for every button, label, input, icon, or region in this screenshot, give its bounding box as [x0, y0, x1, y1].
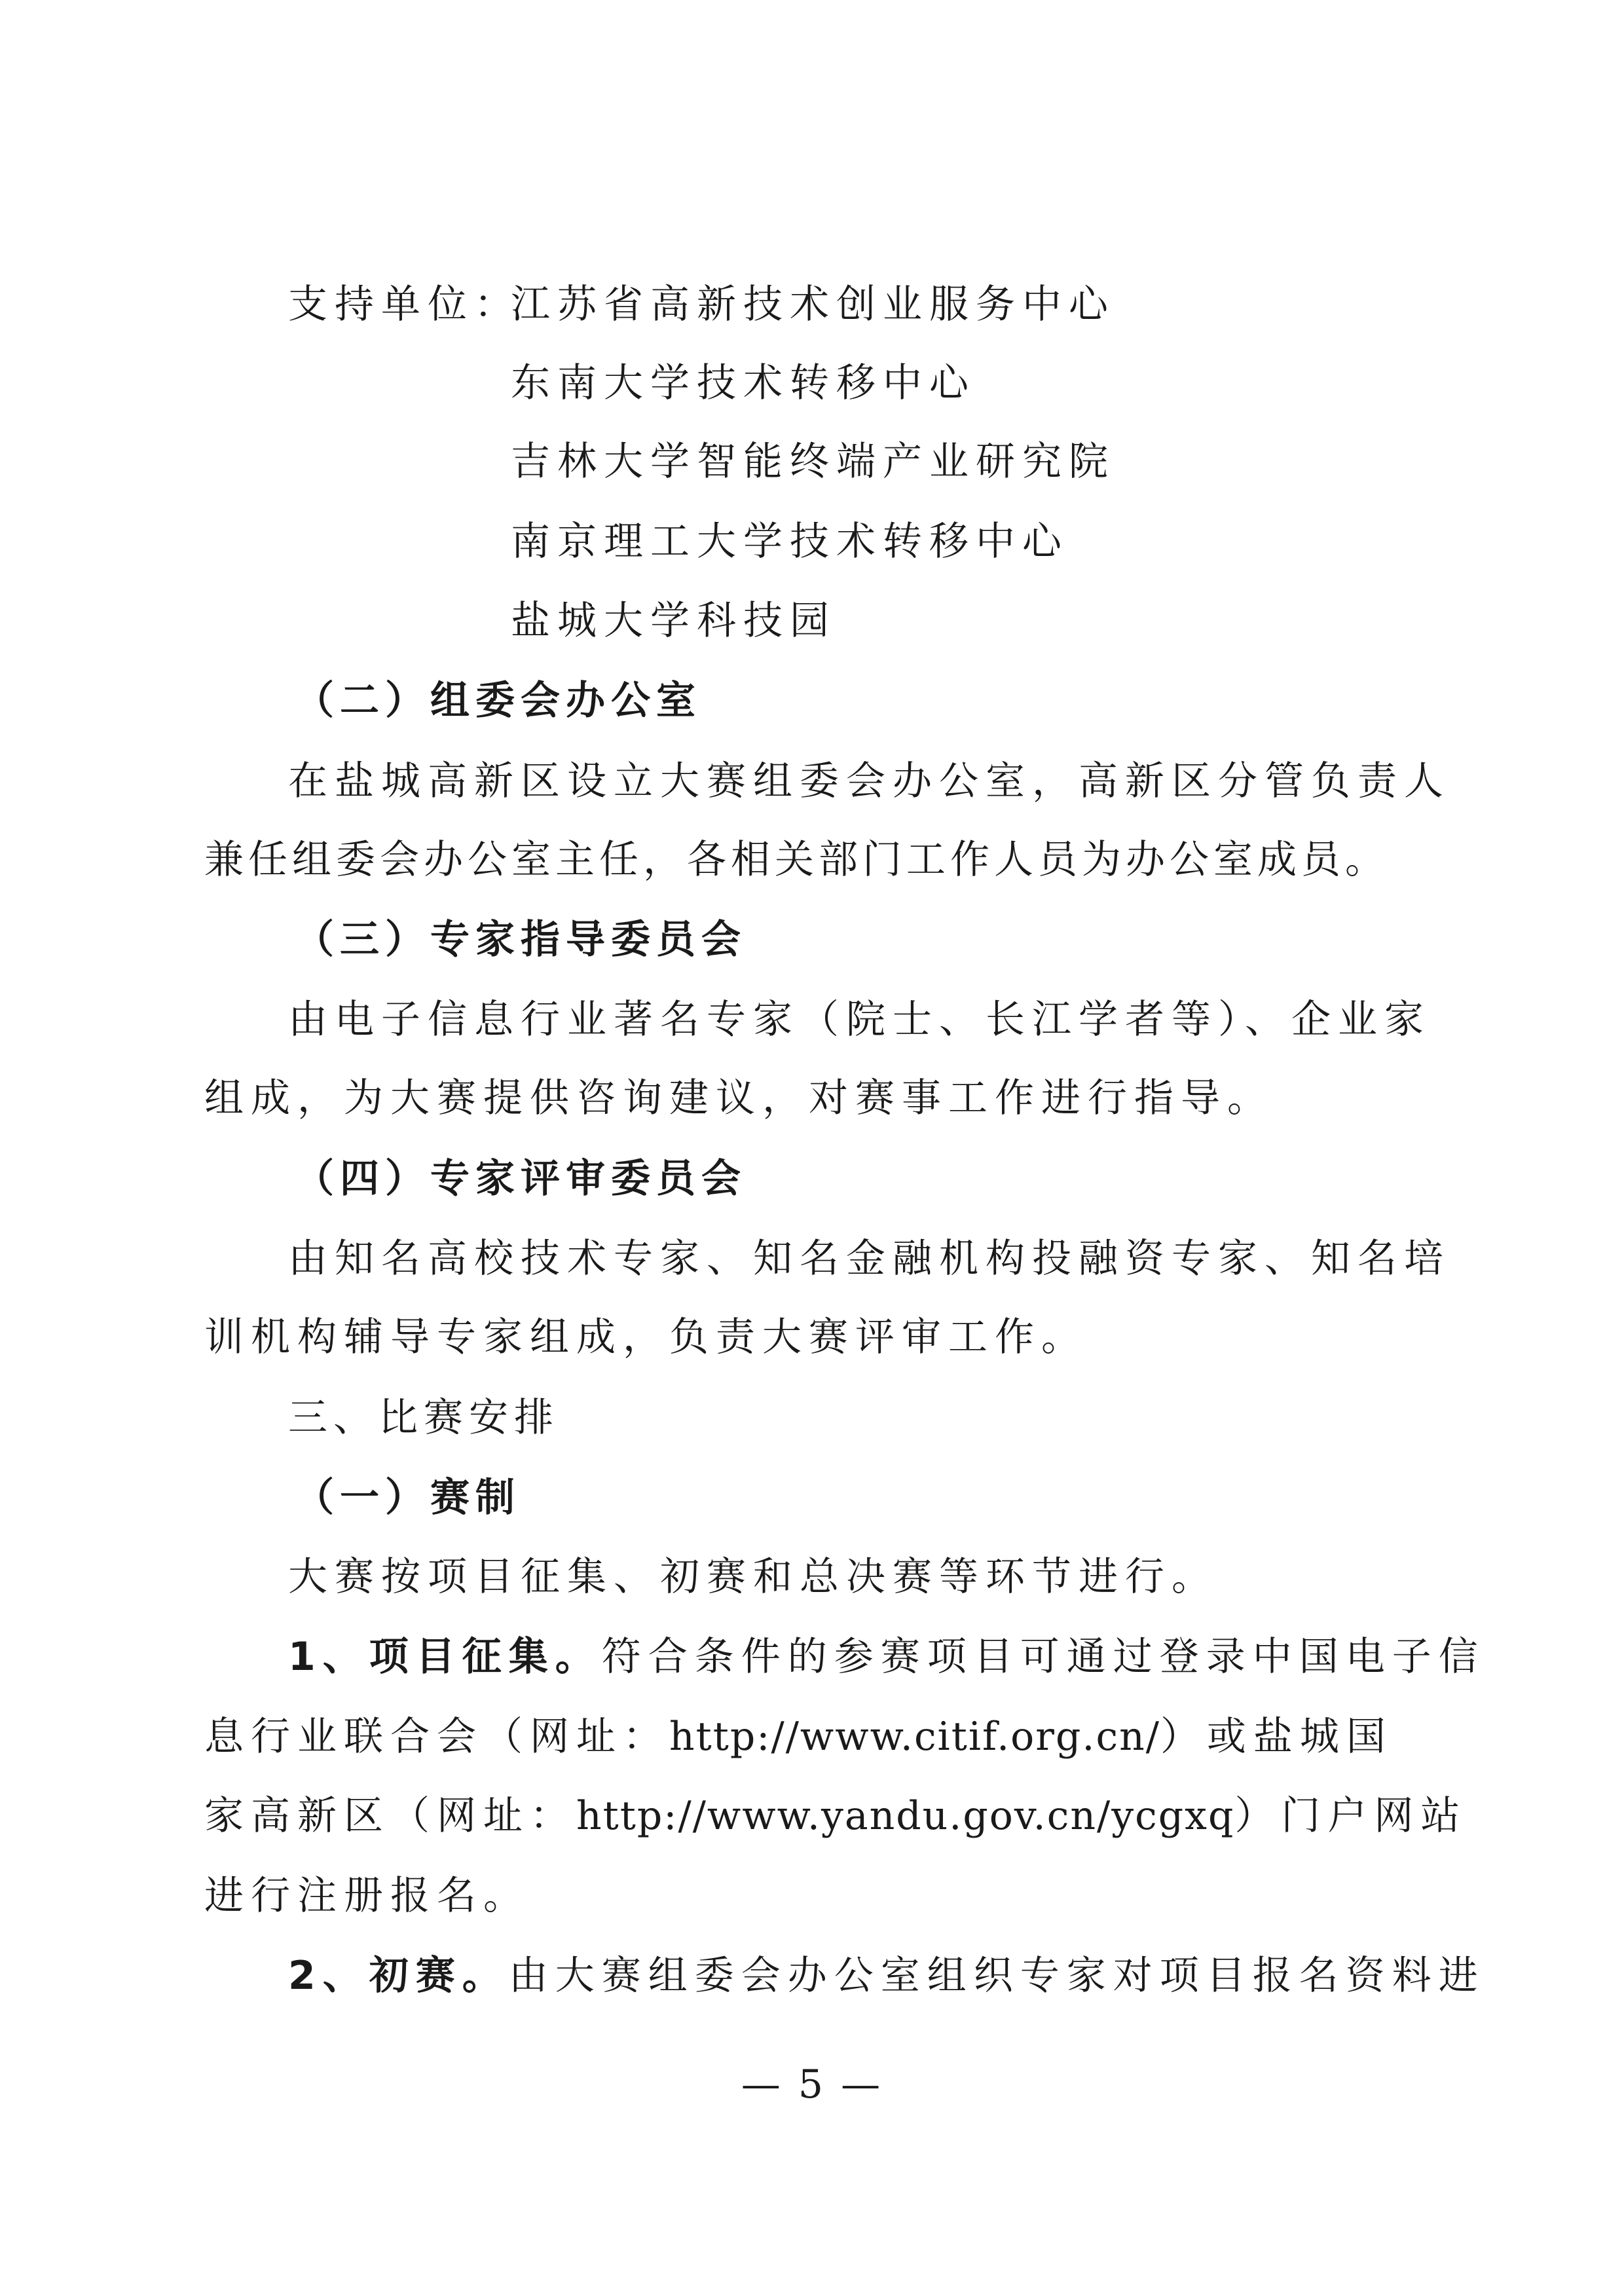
- item1-line: [288, 1631, 1485, 1683]
- item1-text: ）门户网站: [1234, 1793, 1467, 1839]
- item1-lead: 1、项目征集。: [288, 1634, 602, 1680]
- guidance-text: 由电子信息行业著名专家（院士、长江学者等）、企业家: [288, 997, 1431, 1043]
- office-text: 兼任组委会办公室主任，各相关部门工作人员为办公室成员。: [204, 837, 1389, 883]
- guidance-text: 组成，为大赛提供咨询建议，对赛事工作进行指导。: [204, 1075, 1274, 1121]
- guidance-heading: （三）专家指导委员会: [295, 917, 747, 963]
- item2-line: [288, 1950, 1485, 2002]
- office-text: 在盐城高新区设立大赛组委会办公室，高新区分管负责人: [288, 758, 1450, 804]
- review-heading: （四）专家评审委员会: [295, 1156, 747, 1202]
- support-unit: 盐城大学科技园: [511, 598, 836, 644]
- review-text: 训机构辅导专家组成，负责大赛评审工作。: [204, 1314, 1088, 1360]
- support-unit: 东南大学技术转移中心: [511, 360, 976, 406]
- support-unit: 南京理工大学技术转移中心: [511, 519, 1069, 565]
- item1-text: 符合条件的参赛项目可通过登录中国电子信: [601, 1634, 1485, 1680]
- review-text: 由知名高校技术专家、知名金融机构投融资专家、知名培: [288, 1236, 1450, 1282]
- support-unit: 吉林大学智能终端产业研究院: [511, 439, 1115, 485]
- citif-url: http://www.citif.org.cn/: [669, 1714, 1160, 1760]
- yandu-url: http://www.yandu.gov.cn/ycgxq: [576, 1793, 1235, 1839]
- item1-line: [204, 1790, 1467, 1842]
- arrangement-heading: 三、比赛安排: [288, 1395, 559, 1441]
- format-heading: （一）赛制: [295, 1475, 521, 1521]
- format-intro: 大赛按项目征集、初赛和总决赛等环节进行。: [288, 1554, 1218, 1600]
- item2-text: 由大赛组委会办公室组织专家对项目报名资料进: [508, 1953, 1485, 1999]
- support-label: 支持单位：: [288, 282, 521, 327]
- item1-text: ）或盐城国: [1160, 1714, 1393, 1760]
- office-heading: （二）组委会办公室: [295, 678, 701, 724]
- item1-text: 家高新区（网址：: [204, 1793, 576, 1839]
- item1-line: [204, 1711, 1393, 1763]
- page-number: — 5 —: [741, 2062, 883, 2107]
- item1-line: 进行注册报名。: [204, 1873, 530, 1919]
- item1-text: 息行业联合会（网址：: [204, 1714, 669, 1760]
- item2-lead: 2、初赛。: [288, 1953, 509, 1999]
- support-unit: 江苏省高新技术创业服务中心: [511, 282, 1115, 327]
